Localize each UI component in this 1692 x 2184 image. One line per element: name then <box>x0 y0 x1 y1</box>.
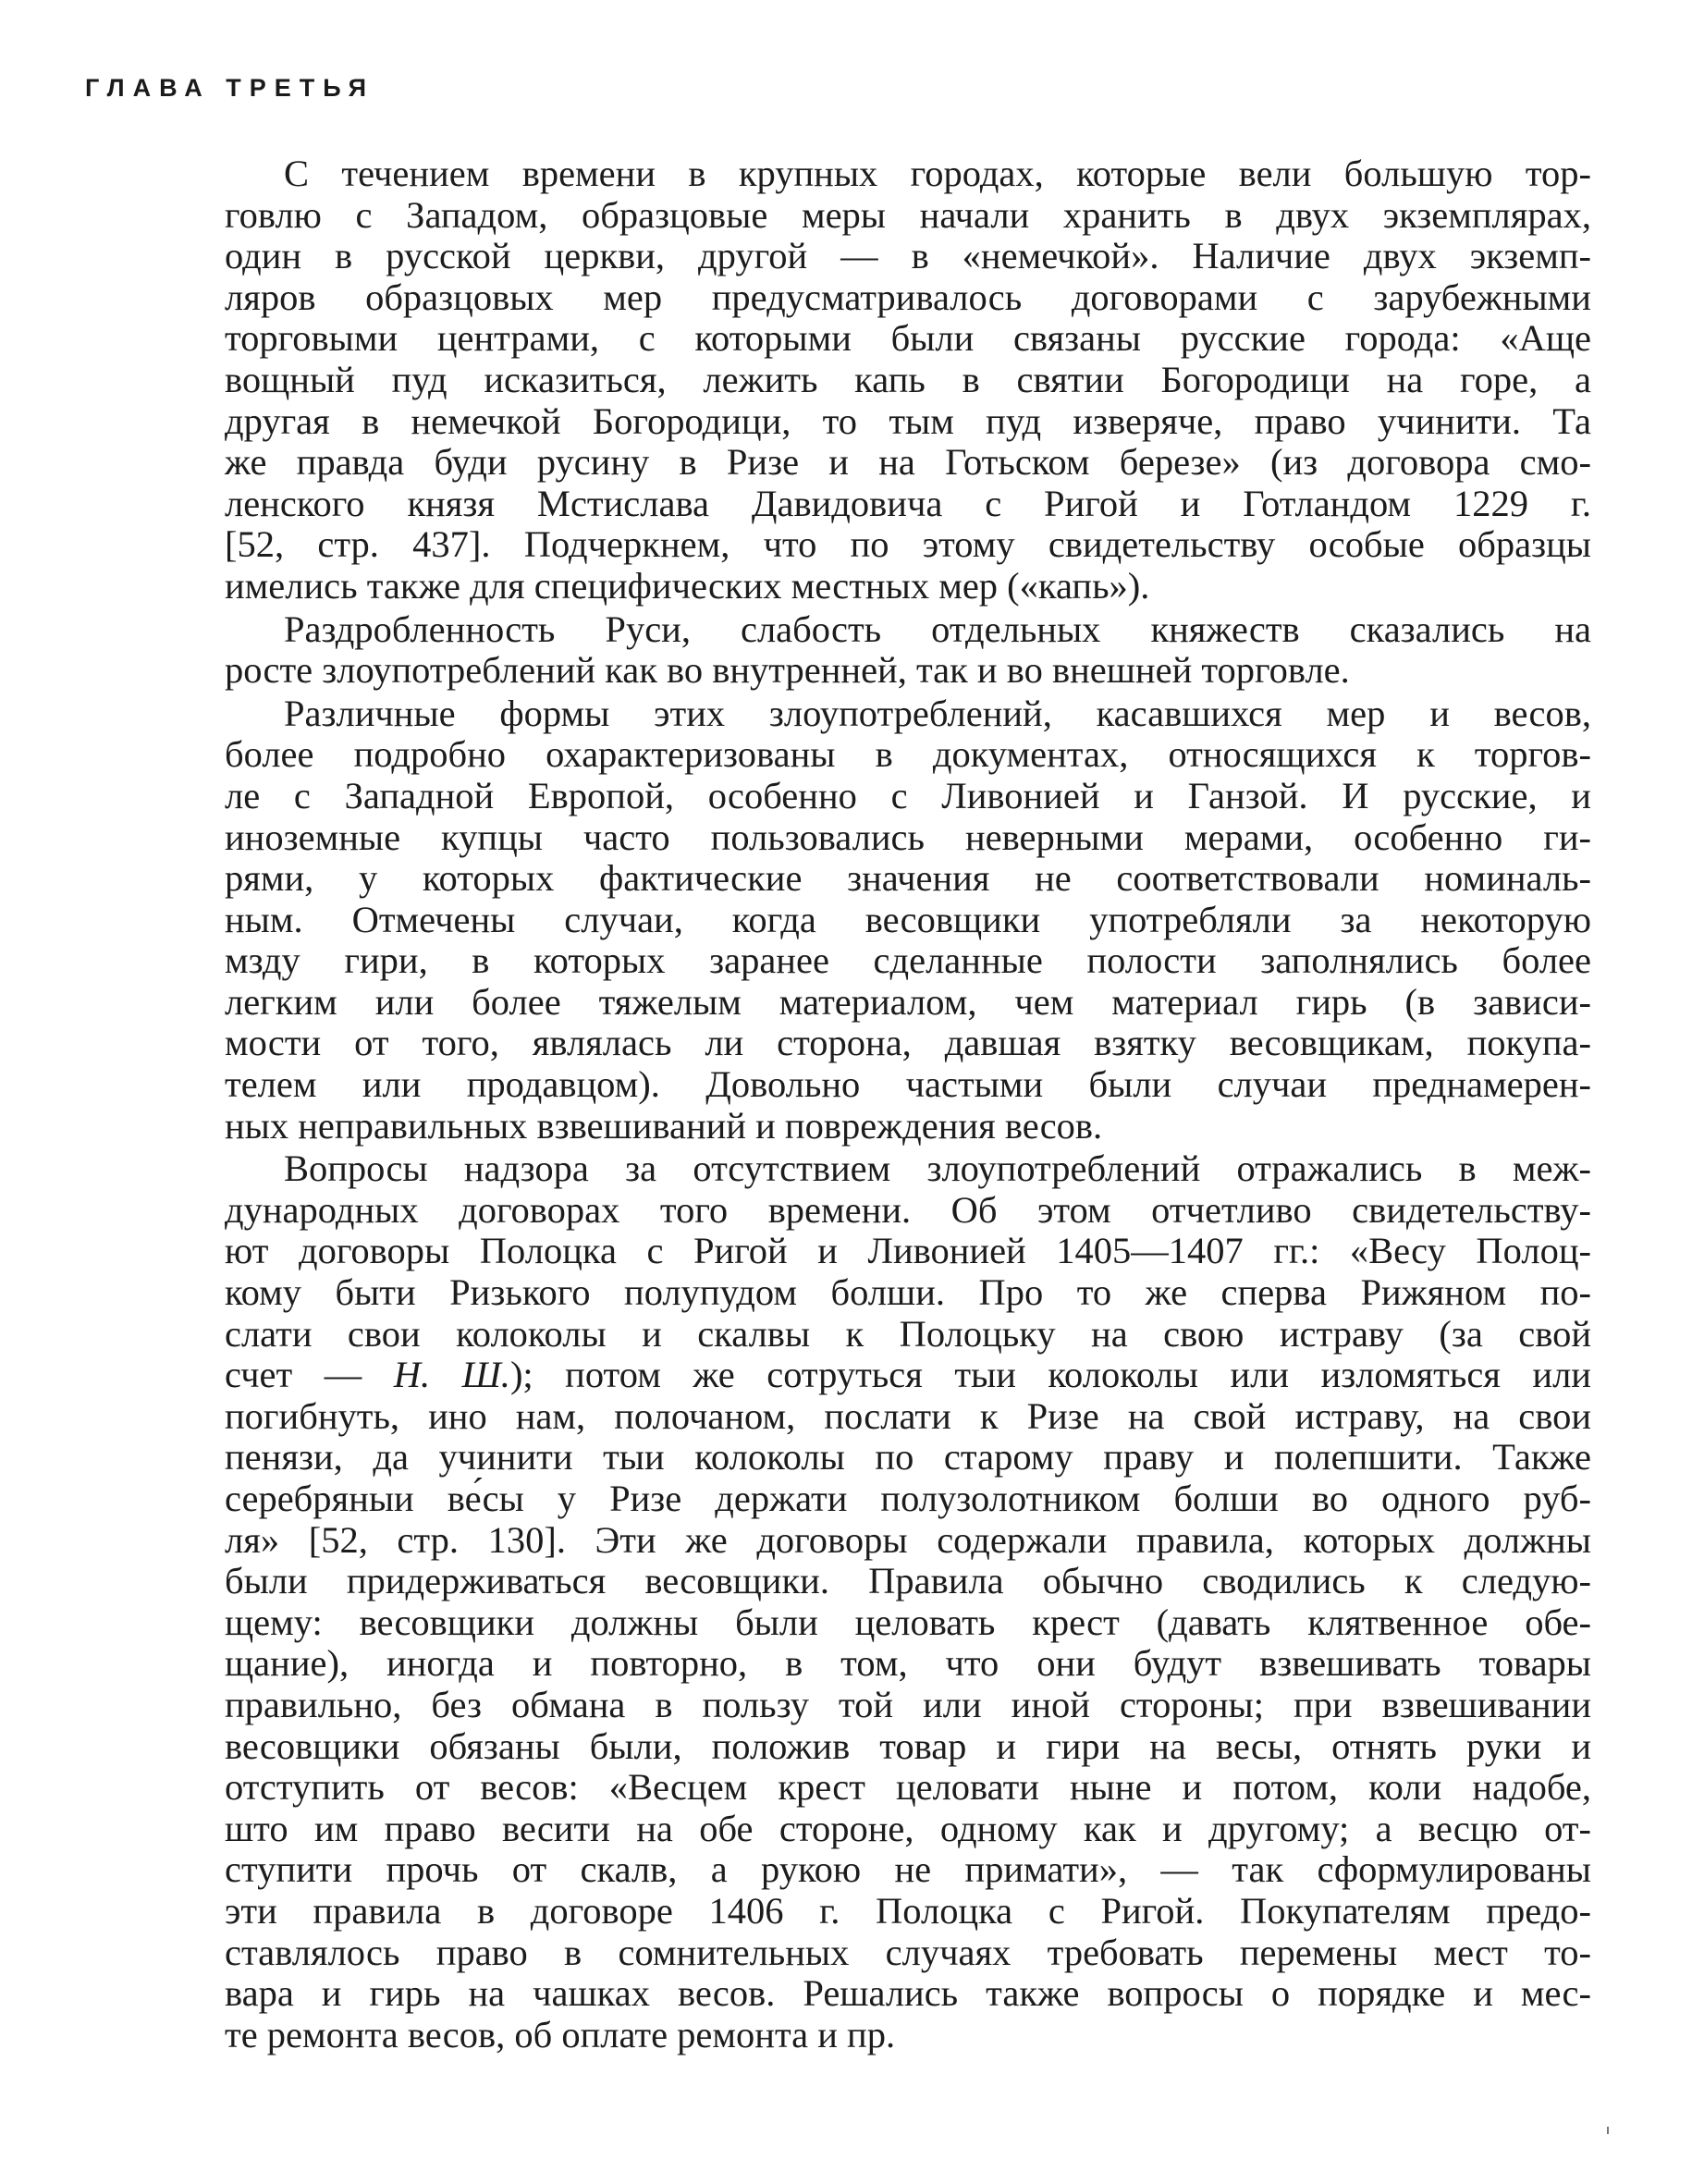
text-line: ле с Западной Европой, особенно с Ливонией и Ганзой. И русские, и <box>225 774 1591 816</box>
running-head: ГЛАВА ТРЕТЬЯ <box>85 74 375 102</box>
text-line: Различные формы этих злоупотреблений, касавшихся мер и весов, <box>284 692 1591 734</box>
paragraph-1 <box>225 153 1591 607</box>
text-line: дународных договорах того времени. Об этом отчетливо свидетельству- <box>225 1188 1591 1231</box>
text-line: имелись также для специфических местных мер («капь»). <box>225 564 1150 607</box>
text-line: серебряныи ве́сы у Ризе держати полузолотником болши во одного руб- <box>225 1478 1591 1519</box>
text-line: кому быти Ризького полупудом болши. Про то же сперва Рижяном по- <box>225 1271 1591 1314</box>
text-line: рями, у которых фактические значения не соответствовали номиналь- <box>225 857 1591 900</box>
text-line: вощный пуд исказиться, лежить капь в святии Богородици на горе, а <box>225 358 1591 400</box>
text-line: те ремонта весов, об оплате ремонта и пр. <box>225 2013 896 2055</box>
text-line: иноземные купцы часто пользовались неверными мерами, особенно ги- <box>225 816 1591 858</box>
text-line: [52, стр. 437]. Подчеркнем, что по этому свидетельству особые образцы <box>225 523 1591 566</box>
paragraph-2 <box>225 609 1591 692</box>
text-line: же правда буди русину в Ризе и на Готьском березе» (из договора смо- <box>225 441 1591 484</box>
text-line: ставлялось право в сомнительных случаях требовать перемены мест то- <box>225 1931 1591 1973</box>
text-line: С течением времени в крупных городах, которые вели большую тор- <box>284 153 1591 194</box>
text-line: были придерживаться весовщики. Правила обычно сводились к следую- <box>225 1560 1591 1602</box>
text-line: эти правила в договоре 1406 г. Полоцка с Ригой. Покупателям предо- <box>225 1889 1591 1932</box>
text-line: счет — Н. Ш.); потом же сотруться тыи колоколы или изломяться или <box>225 1354 1591 1396</box>
text-line: отступить от весов: «Весцем крест целовати ныне и потом, коли надобе, <box>225 1766 1591 1809</box>
text-line: более подробно охарактеризованы в документах, относящихся к торгов- <box>225 733 1591 776</box>
text-line: щему: весовщики должны были целовать крест (давать клятвенное обе- <box>225 1601 1591 1643</box>
text-line: легким или более тяжелым материалом, чем материал гирь (в зависи- <box>225 980 1591 1023</box>
text-line: ступити прочь от скалв, а рукою не примати», — так сформулированы <box>225 1848 1591 1891</box>
text-line: другая в немечкой Богородици, то тым пуд изверяче, право учинити. Та <box>225 399 1591 442</box>
text-line: Вопросы надзора за отсутствием злоупотреблений отражались в меж- <box>284 1147 1591 1190</box>
text-line: торговыми центрами, с которыми были связаны русские города: «Аще <box>225 317 1591 360</box>
text-line: мости от того, являлась ли сторона, давшая взятку весовщикам, покупа- <box>225 1022 1591 1064</box>
text-line: ляров образцовых мер предусматривалось договорами с зарубежными <box>225 276 1591 318</box>
paragraph-3 <box>225 693 1591 1147</box>
text-body <box>225 153 1591 2055</box>
text-line: росте злоупотреблений как во внутренней, так и во внешней торговле. <box>225 649 1350 692</box>
text-line: телем или продавцом). Довольно частыми были случаи преднамерен- <box>225 1063 1591 1106</box>
text-line: ют договоры Полоцка с Ригой и Ливонией 1405—1407 гг.: «Весу Полоц- <box>225 1230 1591 1272</box>
text-line: што им право весити на обе стороне, одному как и другому; а весцю от- <box>225 1807 1591 1849</box>
text-line: правильно, без обмана в пользу той или иной стороны; при взвешивании <box>225 1683 1591 1725</box>
text-line: говлю с Западом, образцовые меры начали хранить в двух экземплярах, <box>225 193 1591 236</box>
text-line: весовщики обязаны были, положив товар и гири на весы, отнять руки и <box>225 1724 1591 1767</box>
paragraph-4 <box>225 1148 1591 2055</box>
text-line: вара и гирь на чашках весов. Решались также вопросы о порядке и мес- <box>225 1972 1591 2015</box>
text-line: ленского князя Мстислава Давидовича с Ригой и Готландом 1229 г. <box>225 482 1591 524</box>
text-line: ным. Отмечены случаи, когда весовщики употребляли за некоторую <box>225 898 1591 940</box>
scan-speck <box>1607 2127 1609 2134</box>
text-line: мзду гири, в которых заранее сделанные полости заполнялись более <box>225 939 1591 982</box>
text-line: слати свои колоколы и скалвы к Полоцьку на свою истраву (за свой <box>225 1312 1591 1355</box>
text-line: пенязи, да учинити тыи колоколы по старому праву и полепшити. Также <box>225 1436 1591 1478</box>
text-line: Раздробленность Руси, слабость отдельных княжеств сказались на <box>284 607 1591 650</box>
text-line: ля» [52, стр. 130]. Эти же договоры содержали правила, которых должны <box>225 1518 1591 1561</box>
text-line: ных неправильных взвешиваний и повреждения весов. <box>225 1104 1103 1147</box>
text-line: один в русской церкви, другой — в «немечкой». Наличие двух экземп- <box>225 235 1591 277</box>
text-line: погибнуть, ино нам, полочаном, послати к Ризе на свой истраву, на свои <box>225 1394 1591 1437</box>
text-line: щание), иногда и повторно, в том, что они будут взвешивать товары <box>225 1642 1591 1685</box>
